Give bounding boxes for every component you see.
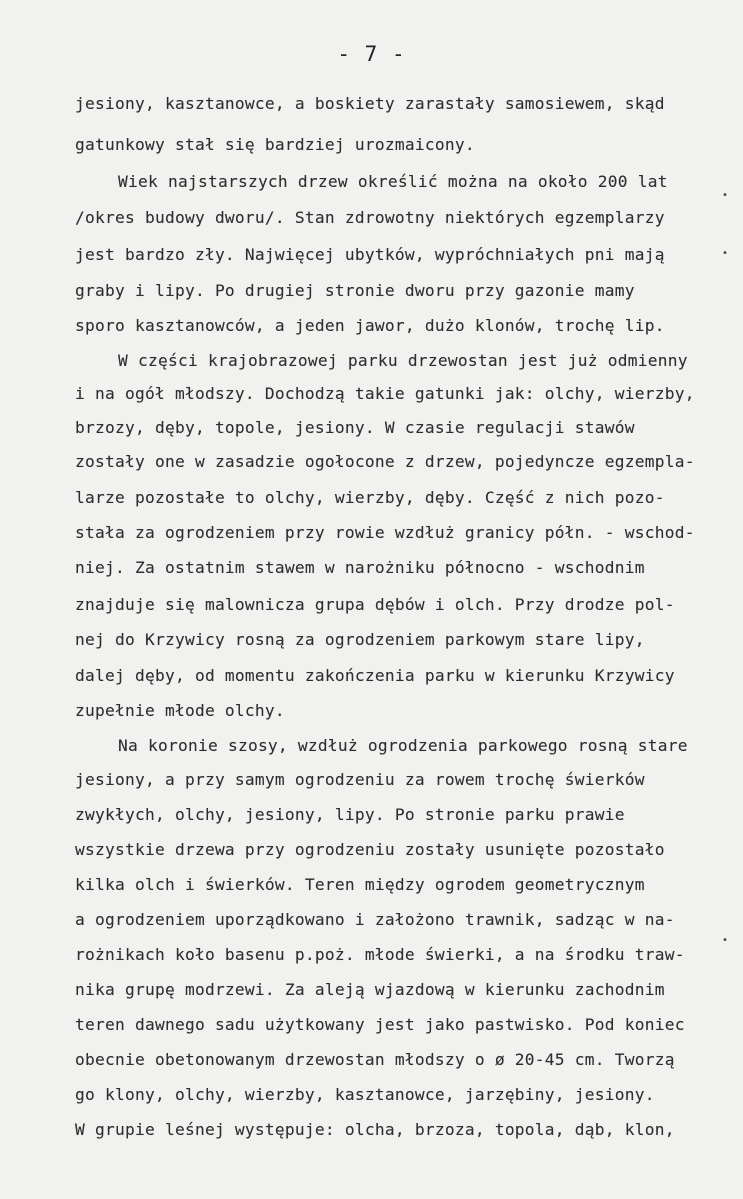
text-line: znajduje się malownicza grupa dębów i olch. Przy drodze pol- xyxy=(75,595,675,614)
text-line: jesiony, a przy samym ogrodzeniu za rowem trochę świerków xyxy=(75,770,645,789)
text-line: niej. Za ostatnim stawem w narożniku północno - wschodnim xyxy=(75,558,645,577)
text-line: nej do Krzywicy rosną za ogrodzeniem parkowym stare lipy, xyxy=(75,630,645,649)
text-line: go klony, olchy, wierzby, kasztanowce, jarzębiny, jesiony. xyxy=(75,1085,655,1104)
text-line: zupełnie młode olchy. xyxy=(75,701,285,720)
text-line: larze pozostałe to olchy, wierzby, dęby. Część z nich pozo- xyxy=(75,488,665,507)
text-line: sporo kasztanowców, a jeden jawor, dużo klonów, trochę lip. xyxy=(75,316,665,335)
text-line: obecnie obetonowanym drzewostan młodszy o ø 20-45 cm. Tworzą xyxy=(75,1050,675,1069)
page-number: - 7 - xyxy=(337,42,406,66)
text-line: /okres budowy dworu/. Stan zdrowotny niektórych egzemplarzy xyxy=(75,208,665,227)
text-line: teren dawnego sadu użytkowany jest jako pastwisko. Pod koniec xyxy=(75,1015,685,1034)
text-line: W części krajobrazowej parku drzewostan jest już odmienny xyxy=(118,351,688,370)
text-line: nika grupę modrzewi. Za aleją wjazdową w kierunku zachodnim xyxy=(75,980,665,999)
margin-dot: • xyxy=(722,190,729,201)
text-line: jesiony, kasztanowce, a boskiety zarastały samosiewem, skąd xyxy=(75,94,665,113)
text-line: brzozy, dęby, topole, jesiony. W czasie regulacji stawów xyxy=(75,418,635,437)
margin-dot: • xyxy=(722,248,729,259)
text-line: wszystkie drzewa przy ogrodzeniu zostały usunięte pozostało xyxy=(75,840,665,859)
text-line: rożnikach koło basenu p.poż. młode świerki, a na środku traw- xyxy=(75,945,685,964)
text-line: Na koronie szosy, wzdłuż ogrodzenia parkowego rosną stare xyxy=(118,736,688,755)
text-line: kilka olch i świerków. Teren między ogrodem geometrycznym xyxy=(75,875,645,894)
text-line: zwykłych, olchy, jesiony, lipy. Po stronie parku prawie xyxy=(75,805,625,824)
text-line: gatunkowy stał się bardziej urozmaicony. xyxy=(75,135,475,154)
text-line: stała za ogrodzeniem przy rowie wzdłuż granicy półn. - wschod- xyxy=(75,523,695,542)
text-line: W grupie leśnej występuje: olcha, brzoza, topola, dąb, klon, xyxy=(75,1120,675,1139)
text-line: Wiek najstarszych drzew określić można na około 200 lat xyxy=(118,172,668,191)
text-line: i na ogół młodszy. Dochodzą takie gatunki jak: olchy, wierzby, xyxy=(75,384,695,403)
text-line: dalej dęby, od momentu zakończenia parku w kierunku Krzywicy xyxy=(75,666,675,685)
text-line: jest bardzo zły. Najwięcej ubytków, wypróchniałych pni mają xyxy=(75,245,665,264)
text-line: a ogrodzeniem uporządkowano i założono trawnik, sadząc w na- xyxy=(75,910,675,929)
margin-dot: • xyxy=(722,935,729,946)
text-line: graby i lipy. Po drugiej stronie dworu przy gazonie mamy xyxy=(75,281,635,300)
text-line: zostały one w zasadzie ogołocone z drzew, pojedyncze egzempla- xyxy=(75,452,695,471)
